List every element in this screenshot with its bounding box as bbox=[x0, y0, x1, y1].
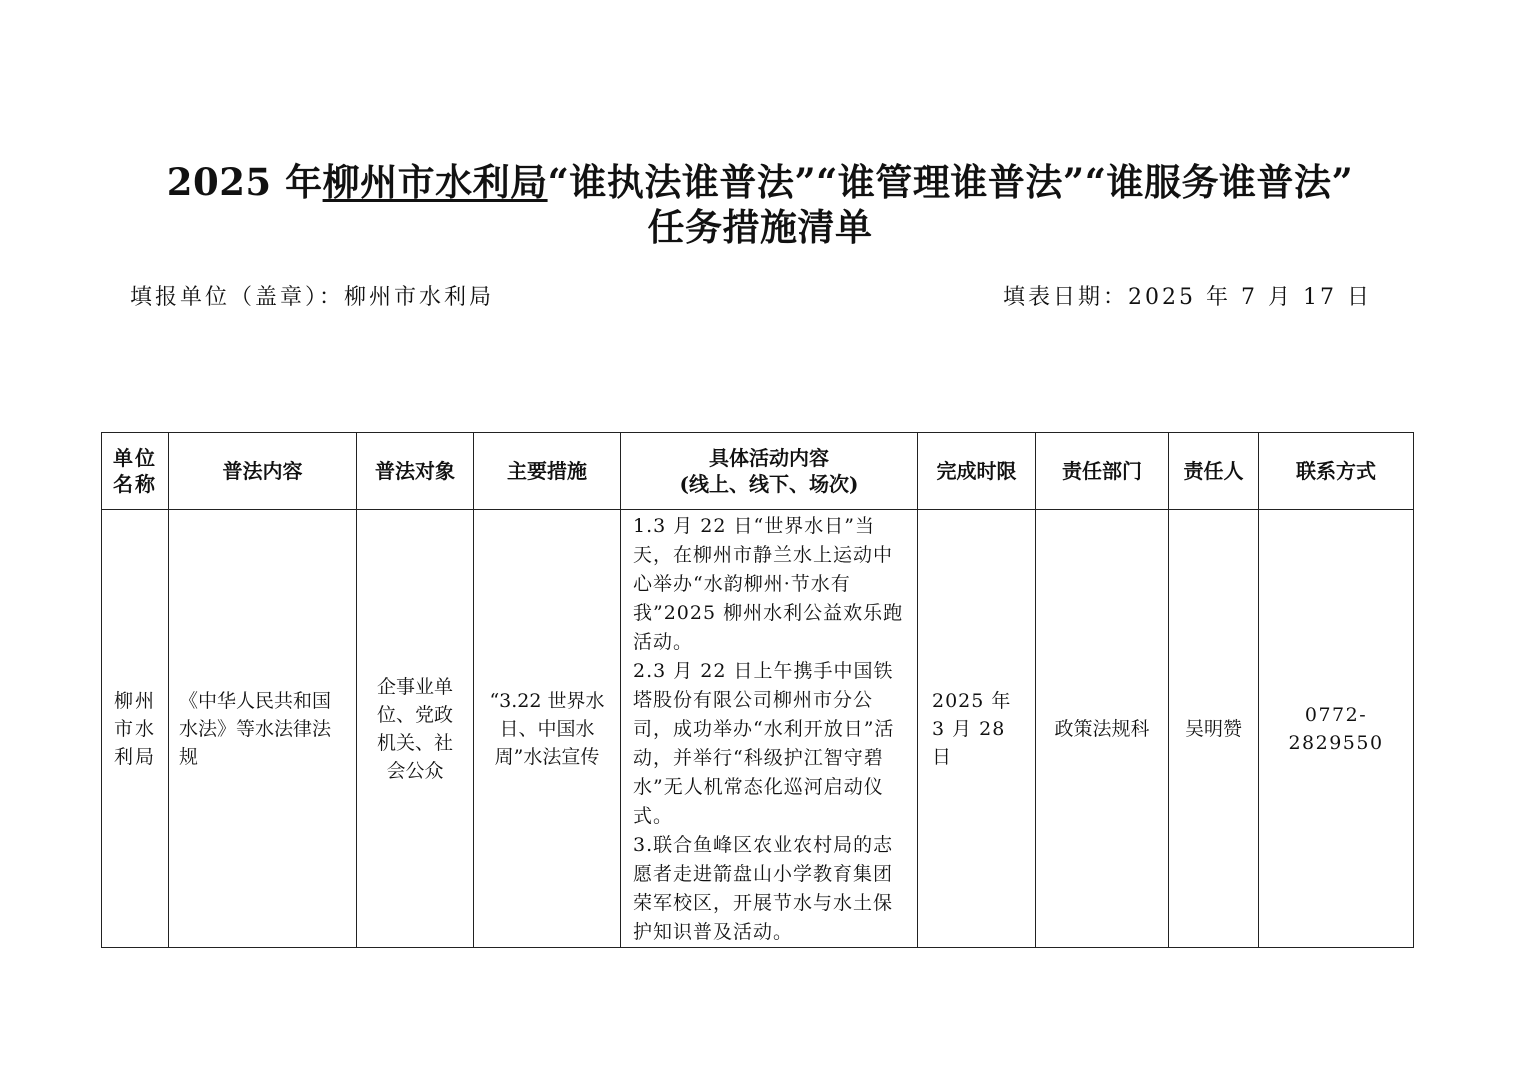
cell-content: 《中华人民共和国水法》等水法律法规 bbox=[169, 510, 357, 948]
activity-item-3: 3.联合鱼峰区农业农村局的志愿者走进箭盘山小学教育集团荣军校区，开展节水与水土保护知识普及活动。 bbox=[633, 834, 894, 943]
activity-item-2: 2.3 月 22 日上午携手中国铁塔股份有限公司柳州市分公司，成功举办“水利开放日”活动，并举行“科级护江智守碧水”无人机常态化巡河启动仪式。 bbox=[633, 660, 895, 827]
title-prefix: 2025 年 bbox=[166, 160, 323, 204]
fill-date bbox=[1003, 280, 1372, 311]
table-row bbox=[102, 510, 1414, 948]
header-contact: 联系方式 bbox=[1259, 433, 1414, 510]
cell-dept: 政策法规科 bbox=[1036, 510, 1169, 948]
cell-measure: “3.22 世界水日、中国水周”水法宣传 bbox=[474, 510, 621, 948]
header-unit: 单位名称 bbox=[102, 433, 169, 510]
fill-unit-label: 填报单位（盖章）： bbox=[130, 285, 345, 310]
fill-unit-value: 柳州市水利局 bbox=[344, 285, 495, 310]
table-header-row bbox=[102, 433, 1414, 510]
title-line-2: 任务措施清单 bbox=[647, 205, 873, 249]
header-activity-line1: 具体活动内容 bbox=[709, 446, 829, 470]
cell-contact: 0772-2829550 bbox=[1259, 510, 1414, 948]
title-suffix: “谁执法谁普法”“谁管理谁普法”“谁服务谁普法” bbox=[547, 160, 1354, 204]
activity-item-1: 1.3 月 22 日“世界水日”当天，在柳州市静兰水上运动中心举办“水韵柳州·节水有我”2025 柳州水利公益欢乐跑活动。 bbox=[633, 515, 904, 653]
fill-date-value: 2025 年 7 月 17 日 bbox=[1128, 285, 1372, 310]
header-activity-line2: (线上、线下、场次) bbox=[679, 472, 859, 496]
header-activity bbox=[621, 433, 918, 510]
fill-date-label: 填表日期： bbox=[1003, 285, 1129, 310]
cell-activity bbox=[621, 510, 918, 948]
task-table bbox=[101, 432, 1414, 948]
cell-deadline: 2025 年 3 月 28 日 bbox=[918, 510, 1036, 948]
title-line-1 bbox=[60, 160, 1460, 205]
document-title bbox=[60, 160, 1460, 250]
cell-unit: 柳州市水利局 bbox=[102, 510, 169, 948]
header-deadline: 完成时限 bbox=[918, 433, 1036, 510]
title-org: 柳州市水利局 bbox=[322, 160, 548, 204]
header-dept: 责任部门 bbox=[1036, 433, 1169, 510]
cell-person: 吴明赞 bbox=[1169, 510, 1259, 948]
header-target: 普法对象 bbox=[357, 433, 474, 510]
header-measure: 主要措施 bbox=[474, 433, 621, 510]
cell-target: 企事业单位、党政机关、社会公众 bbox=[357, 510, 474, 948]
header-content: 普法内容 bbox=[169, 433, 357, 510]
fill-unit bbox=[130, 280, 494, 311]
header-person: 责任人 bbox=[1169, 433, 1259, 510]
